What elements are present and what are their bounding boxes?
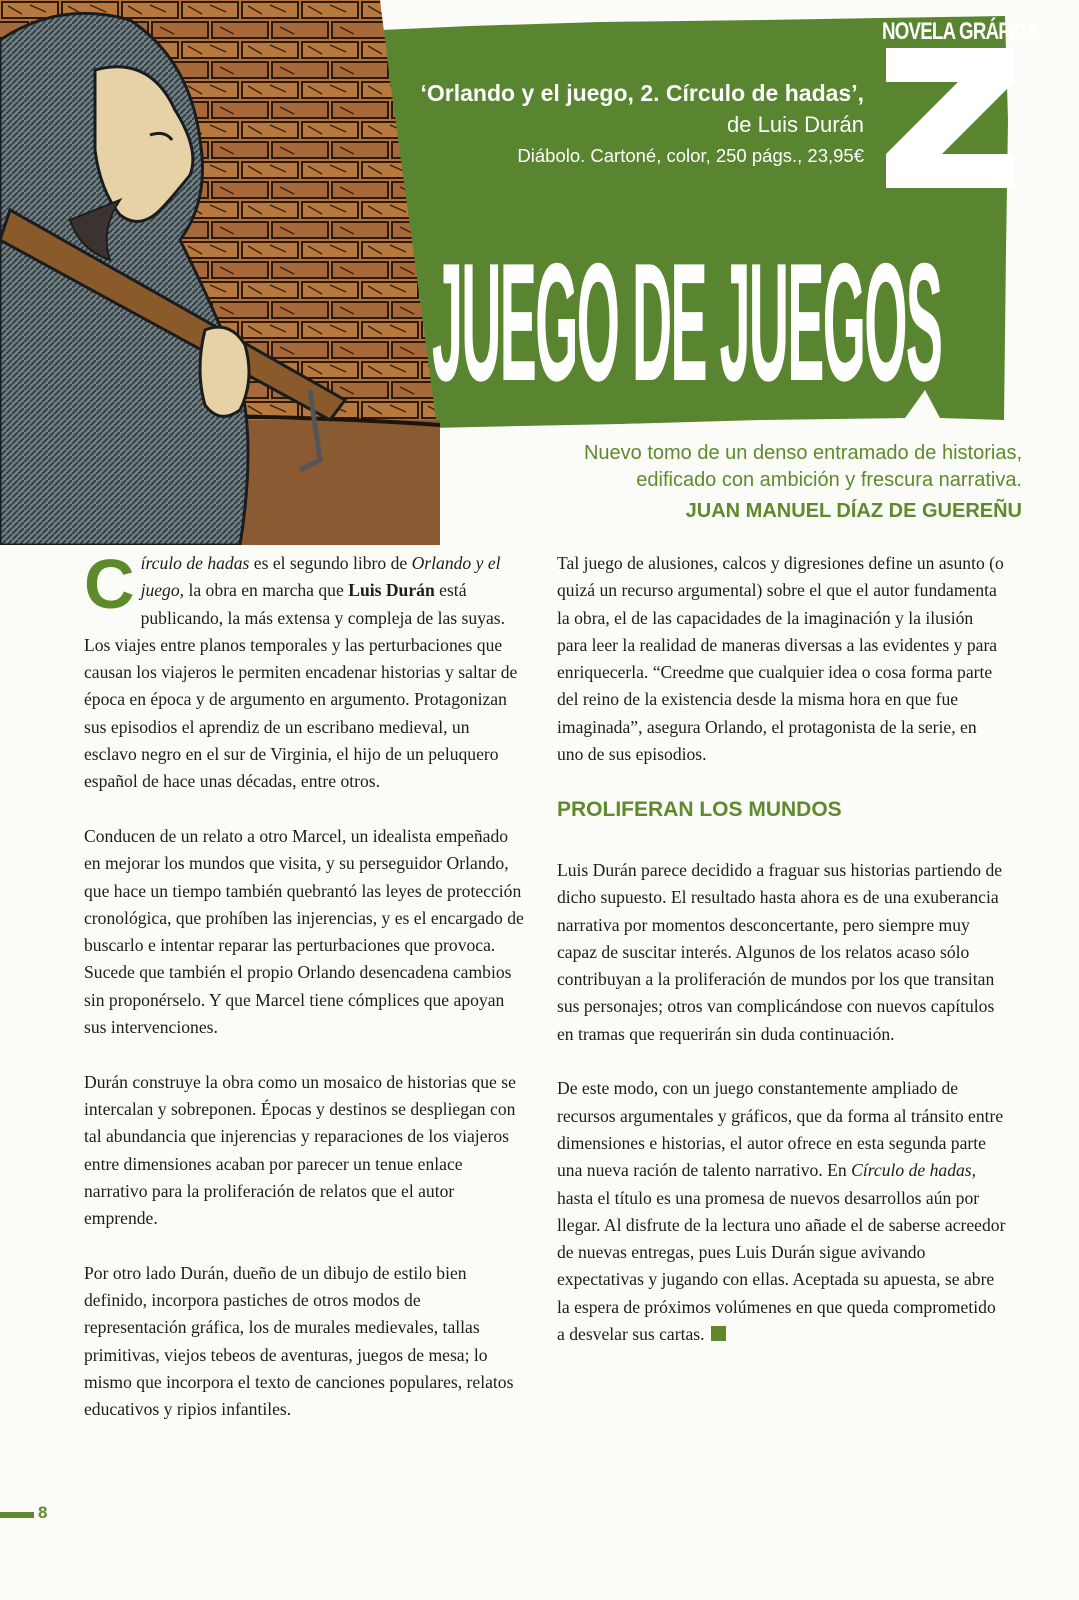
book-details: Diábolo. Cartoné, color, 250 págs., 23,95€ <box>517 145 864 166</box>
italic-title: Círculo de hadas, <box>851 1160 977 1181</box>
right-column <box>557 550 1007 1376</box>
text-run: es el segundo libro de <box>249 553 412 573</box>
left-column <box>84 545 524 1451</box>
text-run: hasta el título es una promesa de nuevos desarrollos aún por llegar. Al disfrute de la lectura uno añade el de saberse acreedor de nuevas entregas, pues Luis Durán sigue avivando expectativas y jugando con ellas. Aceptada su apuesta, se abre la espera de próximos volúmenes en que queda comprometido a desvelar sus cartas. <box>557 1187 1006 1345</box>
italic-title: írculo de hadas <box>140 553 250 573</box>
paragraph <box>84 545 524 796</box>
section-letter-z <box>880 48 1020 188</box>
text-run: De este modo, con un juego constantemente ampliado de recursos argumentales y gráficos, que da forma al tránsito entre dimensiones e historias, el autor ofrece en esta segunda parte una nueva ración de talento narrativo. En <box>557 1078 1004 1181</box>
book-author: de Luis Durán <box>727 112 864 137</box>
book-title: ‘Orlando y el juego, 2. Círculo de hadas’, <box>420 80 864 106</box>
page-number: 8 <box>38 1503 48 1522</box>
text-run: la obra en marcha que <box>184 580 349 601</box>
section-tag: NOVELA GRÁFICA <box>882 18 1039 45</box>
subhead: Nuevo tomo de un denso entramado de historias, edificado con ambición y frescura narrativa. <box>583 442 1022 491</box>
paragraph: Tal juego de alusiones, calcos y digresiones define un asunto (o quizá un recurso argumental) sobre el que el autor fundamenta la obra, el de las capacidades de la imaginación y la ilusión para leer la realidad de maneras diversas a las evidentes y para enriquecerla. “Creedme que cualquier idea o cosa forma parte del reino de la existencia desde la misma hora en que fue imaginada”, asegura Orlando, el protagonista de la serie, en uno de sus episodios. <box>557 553 1004 765</box>
paragraph: Por otro lado Durán, dueño de un dibujo de estilo bien definido, incorpora pastiches de otros modos de representación gráfica, los de murales medievales, tallas primitivas, viejos tebeos de aventuras, juegos de mesa; lo mismo que incorpora el texto de canciones populares, relatos educativos y ripios infantiles. <box>84 1262 514 1420</box>
headline: JUEGO DE JUEGOS <box>432 229 942 417</box>
paragraph: Durán construye la obra como un mosaico de historias que se intercalan y sobreponen. Épocas y destinos se despliegan con tal abundancia que injerencias y reparaciones de los viajeros entre dimensiones acaban por parecer un tenue enlace narrativo para la proliferación de relatos que el autor emprende. <box>84 1071 516 1229</box>
text-run: está publicando, la más extensa y compleja de las suyas. Los viajes entre planos temporales y las perturbaciones que causan los viajeros le permiten encadenar historias y saltar de época en época y de argumento en argumento. Protagonizan sus episodios el aprendiz de un escribano medieval, un esclavo negro en el sur de Virginia, el hijo de un peluquero español de hace unas décadas, entre otros. <box>84 580 518 792</box>
end-of-article-mark <box>711 1326 726 1341</box>
paragraph: Luis Durán parece decidido a fraguar sus historias partiendo de dicho supuesto. El resultado hasta ahora es de una exuberancia narrativa por momentos desconcertante, pero siempre muy capaz de suscitar interés. Algunos de los relatos acaso sólo contribuyan a la proliferación de mundos por los que transitan sus personajes; otros van complicándose con nuevos capítulos en tramas que requerirán sin duda continuación. <box>557 859 1003 1044</box>
byline: JUAN MANUEL DÍAZ DE GUEREÑU <box>685 500 1022 522</box>
paragraph <box>557 1075 1007 1348</box>
italic-title: Orlando y el juego, <box>140 553 501 601</box>
section-heading: PROLIFERAN LOS MUNDOS <box>557 797 842 821</box>
page-number-bar <box>0 1512 34 1518</box>
comic-illustration <box>0 0 440 545</box>
drop-cap: C <box>84 545 135 623</box>
paragraph: Conducen de un relato a otro Marcel, un idealista empeñado en mejorar los mundos que visita, y su perseguidor Orlando, que hace un tiempo también quebrantó las leyes de protección cronológica, que prohíben las injerencias, y es el encargado de buscarlo e intentar reparar las perturbaciones que provoca. Sucede que también el propio Orlando desencadena cambios sin proponérselo. Y que Marcel tiene cómplices que apoyan sus intervenciones. <box>84 825 524 1038</box>
author-name: Luis Durán <box>348 580 435 601</box>
